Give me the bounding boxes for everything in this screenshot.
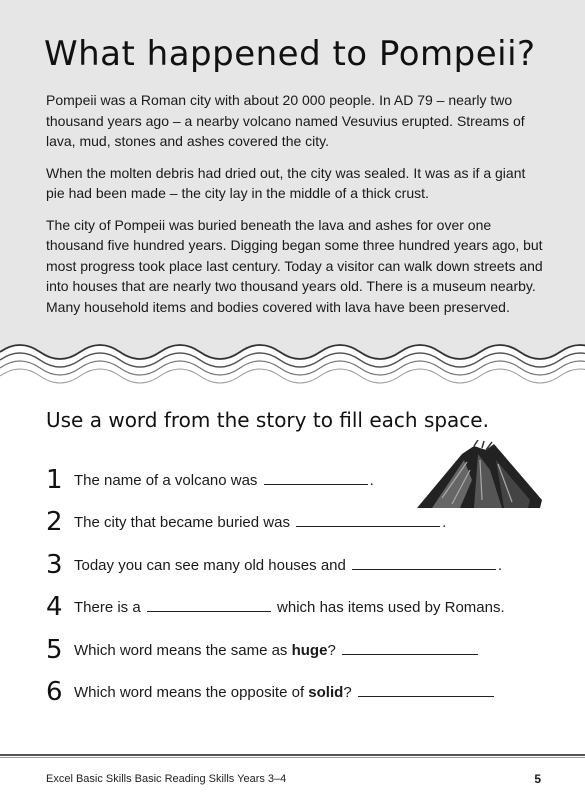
question-number: 4 bbox=[46, 592, 63, 622]
volcano-icon bbox=[412, 440, 548, 510]
instruction-heading: Use a word from the story to fill each space. bbox=[46, 408, 489, 432]
question-text: Today you can see many old houses and . bbox=[74, 557, 503, 574]
question-4 bbox=[46, 589, 505, 625]
story-text bbox=[46, 90, 546, 328]
question-6 bbox=[46, 674, 496, 710]
answer-blank[interactable] bbox=[352, 556, 496, 570]
question-number: 3 bbox=[46, 550, 63, 580]
question-text: There is a which has items used by Romans. bbox=[74, 599, 505, 616]
page-number: 5 bbox=[534, 772, 541, 786]
question-number: 6 bbox=[46, 677, 63, 707]
answer-blank[interactable] bbox=[296, 513, 440, 527]
question-number: 5 bbox=[46, 635, 63, 665]
story-paragraph: Pompeii was a Roman city with about 20 000 people. In AD 79 – nearly two thousand years ago – a nearby volcano named Vesuvius erupted. Streams of lava, mud, stones and ashes covered the city. bbox=[46, 92, 525, 149]
answer-blank[interactable] bbox=[147, 598, 271, 612]
question-text: The name of a volcano was . bbox=[74, 472, 374, 489]
footer-text: Excel Basic Skills Basic Reading Skills Years 3–4 bbox=[46, 773, 287, 785]
answer-blank[interactable] bbox=[342, 641, 478, 655]
question-1 bbox=[46, 462, 374, 498]
question-3 bbox=[46, 547, 502, 583]
page-title: What happened to Pompeii? bbox=[44, 34, 536, 74]
story-paragraph: The city of Pompeii was buried beneath the lava and ashes for over one thousand five hundred years. Digging began some three hundred years ago, but most progress took place last century. Today a visitor can walk down streets and into houses that are nearly two thousand years old. There is a museum nearby. Many household items and bodies covered with lava have been preserved. bbox=[46, 216, 543, 315]
question-text: Which word means the same as huge? bbox=[74, 641, 480, 659]
question-number: 1 bbox=[46, 465, 63, 495]
wave-border bbox=[0, 330, 585, 400]
question-text: Which word means the opposite of solid? bbox=[74, 683, 496, 701]
story-paragraph: When the molten debris had dried out, the city was sealed. It was as if a giant pie had been made – the city lay in the middle of a thick crust. bbox=[46, 164, 526, 201]
question-5 bbox=[46, 632, 480, 668]
question-2 bbox=[46, 504, 446, 540]
footer-divider bbox=[0, 754, 585, 756]
question-number: 2 bbox=[46, 507, 63, 537]
answer-blank[interactable] bbox=[358, 683, 494, 697]
question-text: The city that became buried was . bbox=[74, 514, 447, 531]
footer-divider bbox=[0, 757, 585, 758]
answer-blank[interactable] bbox=[264, 471, 368, 485]
